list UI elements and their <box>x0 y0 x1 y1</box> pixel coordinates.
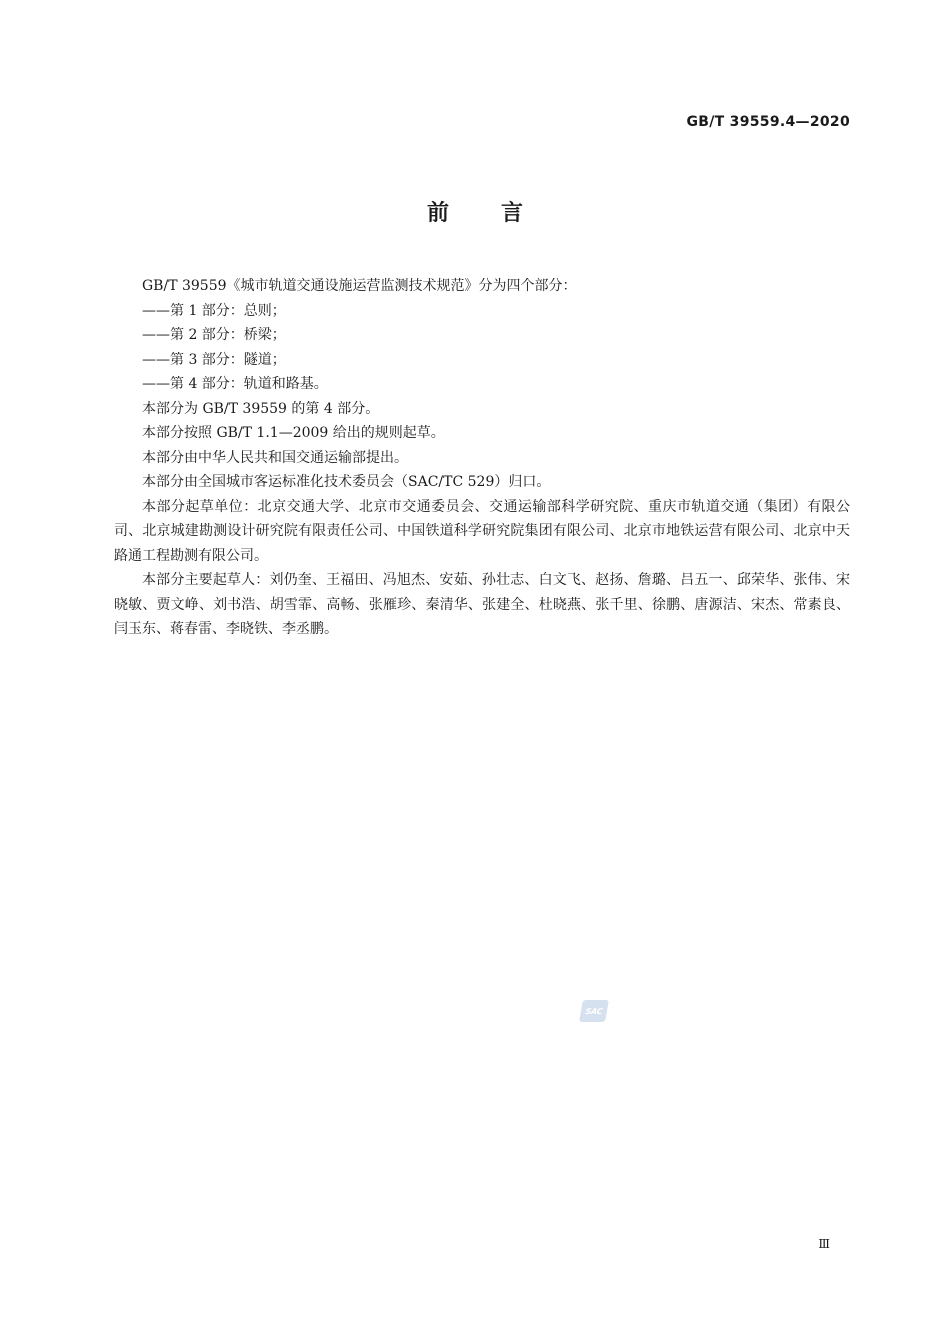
paragraph-proposed-by: 本部分由中华人民共和国交通运输部提出。 <box>142 449 408 466</box>
page-title: 前言 <box>426 201 575 226</box>
sac-watermark-text: SAC <box>584 1006 604 1016</box>
paragraph-drafting-units: 本部分起草单位：北京交通大学、北京市交通委员会、交通运输部科学研究院、重庆市轨道交通（集团）有限公司、北京城建勘测设计研究院有限责任公司、中国铁道科学研究院集团有限公司、北京市地铁运营有限公司、北京中天路通工程勘测有限公司。 <box>114 498 850 564</box>
standard-code: GB/T 39559.4—2020 <box>686 114 850 130</box>
list-item-part-4: ——第 4 部分：轨道和路基。 <box>142 376 328 392</box>
page-number: Ⅲ <box>818 1237 830 1251</box>
list-item-part-1: ——第 1 部分：总则； <box>142 302 286 319</box>
paragraph-this-part: 本部分为 GB/T 39559 的第 4 部分。 <box>142 400 380 417</box>
paragraph-administered-by: 本部分由全国城市客运标准化技术委员会（SAC/TC 529）归口。 <box>142 474 551 490</box>
paragraph-drafting-rules: 本部分按照 GB/T 1.1—2009 给出的规则起草。 <box>142 425 445 441</box>
paragraph-parts-intro: GB/T 39559《城市轨道交通设施运营监测技术规范》分为四个部分： <box>142 278 577 294</box>
sac-watermark-logo <box>579 1000 609 1022</box>
list-item-part-3: ——第 3 部分：隧道； <box>142 351 286 368</box>
foreword-body <box>114 274 850 642</box>
list-item-part-2: ——第 2 部分：桥梁； <box>142 327 286 343</box>
paragraph-drafters: 本部分主要起草人：刘仍奎、王福田、冯旭杰、安茹、孙壮志、白文飞、赵扬、詹璐、吕五一、邱荣华、张伟、宋晓敏、贾文峥、刘书浩、胡雪霏、高畅、张雁珍、秦清华、张建全、杜晓燕、张千里、徐鹏、唐源洁、宋杰、常素良、闫玉东、蒋春雷、李晓铁、李丞鹏。 <box>114 572 850 637</box>
